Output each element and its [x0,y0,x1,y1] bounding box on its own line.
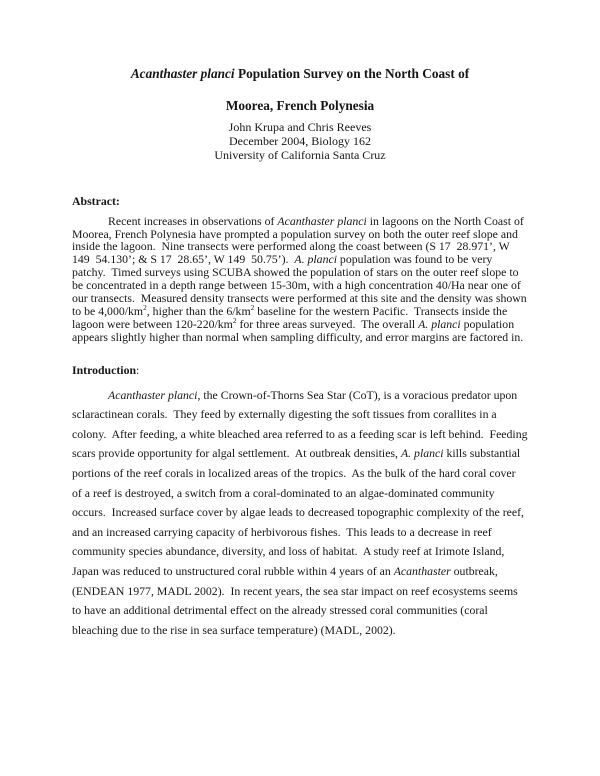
document-title [72,0,528,114]
introduction-paragraph: Acanthaster planci, the Crown-of-Thorns Sea Star (CoT), is a voracious predator upon sclaractinean corals. They feed by externally digesting the soft tissues from corallites in a colony. After feeding, a white bleached area referred to as a feeding scar is left behind. Feeding scars provide opportunity for algal settlement. At outbreak densities, A. planci kills substantial portions of the reef corals in localized areas of the tropics. As the bulk of the hard coral cover of a reef is destroyed, a switch from a coral-dominated to an algae-dominated community occurs. Increased surface cover by algae leads to decreased topographic complexity of the reef, and an increased carrying capacity of herbivorous fishes. This leads to a decrease in reef community species abundance, diversity, and loss of habitat. A study reef at Irimote Island, Japan was reduced to unstructured coral rubble within 4 years of an Acanthaster outbreak, (ENDEAN 1977, MADL 2002). In recent years, the sea star impact on reef ecosystems seems to have an additional detrimental effect on the already stressed coral communities (coral bleaching due to the rise in sea surface temperature) (MADL, 2002). [72,387,531,637]
introduction-heading [72,364,528,377]
title-line-2: Moorea, French Polynesia [225,98,375,113]
introduction-heading-word: Introduction [72,362,137,377]
byline [72,120,528,163]
title-line-1: Acanthaster planci Population Survey on the North Coast of [130,66,470,81]
introduction-heading-colon: : [136,362,140,377]
abstract-paragraph: Recent increases in observations of Acanthaster planci in lagoons on the North Coast of Moorea, French Polynesia have prompted a population survey on both the outer reef slope and inside the lagoon. Nine transects were performed along the coast between (S 17 28.971’, W 149 54.130’; & S 17 28.65’, W 149 50.75’). A. planci population was found to be very patchy. Timed surveys using SCUBA showed the population of stars on the outer reef slope to be concentrated in a depth range between 15-30m, with a high concentration 40/Ha near one of our transects. Measured density transects were performed at this site and the density was shown to be $4,000/km^2$, higher than the $6/km^2$ baseline for the western Pacific. Transects inside the lagoon were between $120-220/km^2$ for three areas surveyed. The overall A. planci population appears slightly higher than normal when sampling difficulty, and error margins are factored in. [72,213,530,344]
abstract-heading: Abstract: [72,193,120,208]
byline-date-course: December 2004, Biology 162 [229,134,371,149]
byline-authors: John Krupa and Chris Reeves [228,120,372,134]
byline-institution: University of California Santa Cruz [214,148,386,163]
